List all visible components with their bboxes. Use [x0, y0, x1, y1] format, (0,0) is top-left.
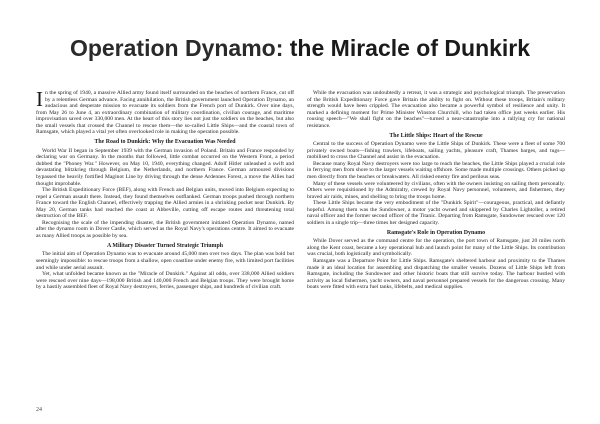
page-number: 24 [36, 407, 42, 413]
right-column [307, 90, 565, 291]
body-paragraph: The initial aim of Operation Dynamo was to evacuate around 45,000 men over two days. The plan was bold but seemingly impossible: to rescue troops from a shallow, open coastline under enemy fire, with limited port facilities and while under aerial assault. [36, 251, 294, 271]
body-paragraph: Yet, what unfolded became known as the "Miracle of Dunkirk." Against all odds, over 338,000 Allied soldiers were rescued over nine days—198,000 British and 140,000 French and Belgian troops. They were brought home by a hastily assembled fleet of Royal Navy destroyers, ferries, passenger ships, and hundreds of civilian craft. [36, 271, 294, 291]
body-paragraph: While Dover served as the command centre for the operation, the port town of Ramsgate, just 20 miles north along the Kent coast, became a key operational hub and launch point for many of the Little Ships. Its contribution was crucial, both logistically and symbolically. [307, 238, 565, 258]
body-paragraph: Recognising the scale of the impending disaster, the British government initiated Operation Dynamo, named after the dynamo room in Dover Castle, which served as the Royal Navy's operations centre. It aimed to evacuate as many Allied troops as possible by sea. [36, 219, 294, 239]
drop-cap: I [36, 87, 43, 111]
body-paragraph: Many of these vessels were volunteered by civilians, often with the owners insisting on sailing them personally. Others were requisitioned by the Admiralty, crewed by Royal Navy personnel, volunteers, and fishermen, they braved air raids, mines, and shelling to bring the troops home. [307, 180, 565, 200]
body-paragraph: World War II began in September 1939 with the German invasion of Poland. Britain and France responded by declaring war on Germany. In the months that followed, little combat occurred on the Western Front, a period dubbed the "Phoney War." However, on May 10, 1940, everything changed. Adolf Hitler unleashed a swift and devastating blitzkrieg through Belgium, the Netherlands, and northern France. German armoured divisions bypassed the heavily fortified Maginot Line by driving through the dense Ardennes Forest, a move the Allies had thought improbable. [36, 147, 294, 187]
section-heading-ramsgate: Ramsgate's Role in Operation Dynamo [386, 229, 486, 236]
page-title [0, 34, 600, 62]
title-main: Operation Dynamo: [69, 35, 284, 61]
section-heading-military-disaster: A Military Disaster Turned Strategic Triumph [106, 242, 223, 249]
left-column [36, 87, 294, 291]
body-paragraph: These Little Ships became the very embodiment of the "Dunkirk Spirit"—courageous, practical, and defiantly hopeful. Among them was the Sundowner, a motor yacht owned and skippered by Charles Lightoller, a retired naval officer and the former second officer of the Titanic. Departing from Ramsgate, Sundowner rescued over 120 soldiers in a single trip—three times her designed capacity. [307, 200, 565, 226]
intro-text: n the spring of 1940, a massive Allied army found itself surrounded on the beaches of northern France, cut off by a relentless German advance. Facing annihilation, the British government launched Operation Dynamo, an audacious and desperate mission to evacuate its soldiers from the French port of Dunkirk. Over nine days, from May 26 to June 4, an extraordinary combination of military coordination, civilian courage, and maritime improvisation saved over 330,000 men. At the heart of this story lies not just the soldiers on the beaches, but also the small vessels that crossed the Channel to rescue them—the so-called Little Ships—and the coastal town of Ramsgate, which played a vital yet often overlooked role in making the operation possible. [36, 90, 294, 136]
body-paragraph: Central to the success of Operation Dynamo were the Little Ships of Dunkirk. These were a fleet of some 700 privately owned boats—fishing trawlers, lifeboats, sailing yachts, pleasure craft, Thames barges, and tugs—mobilised to cross the Channel and assist in the evacuation. [307, 141, 565, 161]
intro-paragraph [36, 87, 294, 136]
body-paragraph: Because many Royal Navy destroyers were too large to reach the beaches, the Little Ships played a crucial role in ferrying men from shore to the larger vessels waiting offshore. Some made multiple crossings. Others picked up men directly from the beaches or breakwaters. All risked enemy fire and perilous seas. [307, 160, 565, 181]
section-heading-little-ships: The Little Ships: Heart of the Rescue [389, 132, 483, 139]
body-paragraph: Ramsgate was a Departure Point for Little Ships. Ramsgate's sheltered harbour and proximity to the Thames made it an ideal location for assembling and dispatching the smaller vessels. Dozens of Little Ships left from Ramsgate, including the Sundowner and other historic boats that still survive today. The harbour bustled with activity as local fishermen, yacht owners, and naval personnel prepared vessels for the dangerous crossing. Many boats were fitted with extra fuel tanks, lifebelts, and medical supplies. [307, 258, 565, 291]
body-paragraph: The British Expeditionary Force (BEF), along with French and Belgian units, moved into Belgium expecting to repel a German assault there. Instead, they found themselves outflanked. German troops pushed through northern France toward the English Channel, effectively trapping the Allied armies in a shrinking pocket near Dunkirk. By May 20, German tanks had reached the coast at Abbeville, cutting off escape routes and threatening total destruction of the BEF. [36, 187, 294, 220]
section-heading-road-to-dunkirk: The Road to Dunkirk: Why the Evacuation Was Needed [94, 139, 236, 146]
title-emphasis: the Miracle of Dunkirk [289, 35, 531, 61]
body-paragraph: While the evacuation was undoubtedly a retreat, it was a strategic and psychological triumph. The preservation of the British Expeditionary Force gave Britain the ability to fight on. Without these troops, Britain's military strength would have been crippled. The evacuation also became a powerful symbol of resilience and unity. It marked a defining moment for Prime Minister Winston Churchill, who had taken office just weeks earlier. His rousing speech—"We shall fight on the beaches"—turned a near-catastrophe into a rallying cry for national resistance. [307, 90, 565, 129]
